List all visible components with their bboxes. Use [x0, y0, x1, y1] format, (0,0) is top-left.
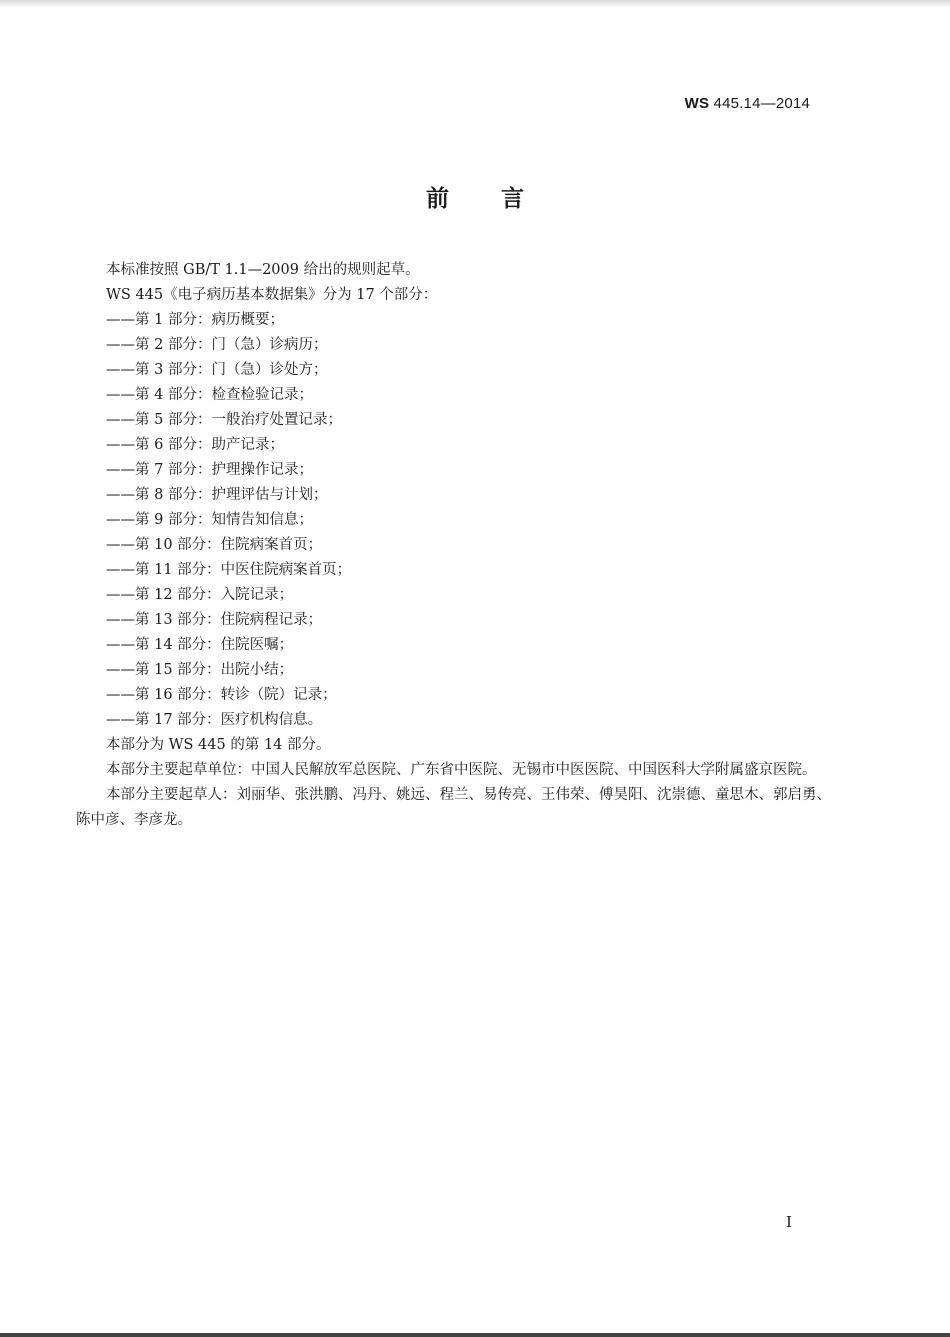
list-item: ——第 14 部分：住院医嘱；: [106, 637, 294, 653]
standard-prefix: WS: [684, 95, 710, 112]
list-item: ——第 6 部分：助产记录；: [106, 437, 284, 453]
list-item: ——第 5 部分：一般治疗处置记录；: [106, 412, 342, 428]
paragraph-this-part: 本部分为 WS 445 的第 14 部分。: [106, 737, 331, 753]
page-number: I: [786, 1213, 792, 1231]
list-item: ——第 9 部分：知情告知信息；: [106, 512, 313, 528]
list-item: ——第 13 部分：住院病程记录；: [106, 612, 323, 628]
paragraph-drafting-rule: 本标准按照 GB/T 1.1—2009 给出的规则起草。: [106, 262, 420, 278]
list-item: ——第 17 部分：医疗机构信息。: [106, 712, 323, 728]
list-item: ——第 15 部分：出院小结；: [106, 662, 294, 678]
standard-number: 445.14—2014: [713, 95, 810, 112]
list-item: ——第 2 部分：门（急）诊病历；: [106, 337, 328, 353]
list-item: ——第 10 部分：住院病案首页；: [106, 537, 323, 553]
parts-list: [76, 308, 836, 733]
list-item: ——第 3 部分：门（急）诊处方；: [106, 362, 328, 378]
paragraph-drafters: 本部分主要起草人：刘丽华、张洪鹏、冯丹、姚远、程兰、易传亮、王伟荣、傅昊阳、沈崇德、童思木、郭启勇、陈中彦、李彦龙。: [76, 787, 831, 828]
standard-code: [685, 95, 810, 112]
paragraph-drafting-units: 本部分主要起草单位：中国人民解放军总医院、广东省中医院、无锡市中医医院、中国医科大学附属盛京医院。: [106, 762, 817, 778]
page-title: 前言: [426, 186, 576, 212]
list-item: ——第 4 部分：检查检验记录；: [106, 387, 313, 403]
paragraph-series-intro: WS 445《电子病历基本数据集》分为 17 个部分：: [106, 287, 438, 303]
list-item: ——第 16 部分：转诊（院）记录；: [106, 687, 337, 703]
list-item: ——第 11 部分：中医住院病案首页；: [106, 562, 352, 578]
list-item: ——第 8 部分：护理评估与计划；: [106, 487, 328, 503]
list-item: ——第 1 部分：病历概要；: [106, 312, 284, 328]
foreword-body: [76, 258, 836, 833]
list-item: ——第 7 部分：护理操作记录；: [106, 462, 313, 478]
scan-edge-bottom: [0, 1333, 950, 1337]
scan-edge-top: [0, 0, 950, 8]
list-item: ——第 12 部分：入院记录；: [106, 587, 294, 603]
